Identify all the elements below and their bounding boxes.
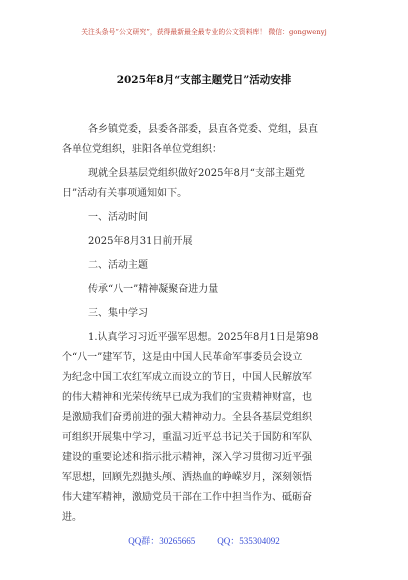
paragraph-line: 为纪念中国工农红军成立而设立的节日，中国人民解放军 xyxy=(62,372,312,383)
section-heading: 三、集中学习 xyxy=(88,308,148,319)
paragraph-line: 进。 xyxy=(62,512,82,523)
paragraph-line: 各乡镇党委，县委各部委，县直各党委、党组，县直 xyxy=(88,124,318,135)
contact-footer xyxy=(0,534,408,547)
paragraph-line: 现就全县基层党组织做好2025年8月“支部主题党 xyxy=(88,168,305,179)
paragraph-line: 2025年8月31日前开展 xyxy=(88,236,193,247)
paragraph-line: 的伟大精神和光荣传统早已成为我们的宝贵精神财富，也 xyxy=(62,392,312,403)
paragraph-line: 1.认真学习习近平强军思想。2025年8月1日是第98 xyxy=(88,332,319,343)
paragraph-line: 建设的重要论述和指示批示精神，深入学习贯彻习近平强 xyxy=(62,452,312,463)
paragraph-line: 是激励我们奋勇前进的强大精神动力。全县各基层党组织 xyxy=(62,412,312,423)
paragraph-line: 个“八一”建军节，这是由中国人民革命军事委员会设立 xyxy=(62,352,303,363)
section-heading: 二、活动主题 xyxy=(88,260,148,271)
paragraph-line: 可组织开展集中学习，重温习近平总书记关于国防和军队 xyxy=(62,432,312,443)
paragraph-line: 传承“八一”精神凝聚奋进力量 xyxy=(88,284,219,295)
paragraph-line: 日”活动有关事项通知如下。 xyxy=(62,188,188,199)
qq-number: QQ：535304092 xyxy=(217,536,280,546)
paragraph-line: 各单位党组织，驻阳各单位党组织： xyxy=(62,144,222,155)
section-heading: 一、活动时间 xyxy=(88,212,148,223)
qq-group-number: QQ群：30265665 xyxy=(128,536,196,546)
promo-header: 关注头条号“公文研究”，获得最新最全最专业的公文资料库！ 微信：gongwenyj xyxy=(81,28,327,36)
document-title: 2025年8月“支部主题党日”活动安排 xyxy=(116,74,292,86)
paragraph-line: 军思想，回顾先烈抛头颅、洒热血的峥嵘岁月，深刻领悟 xyxy=(62,472,312,483)
paragraph-line: 伟大建军精神，激励党员干部在工作中担当作为、砥砺奋 xyxy=(62,492,312,503)
